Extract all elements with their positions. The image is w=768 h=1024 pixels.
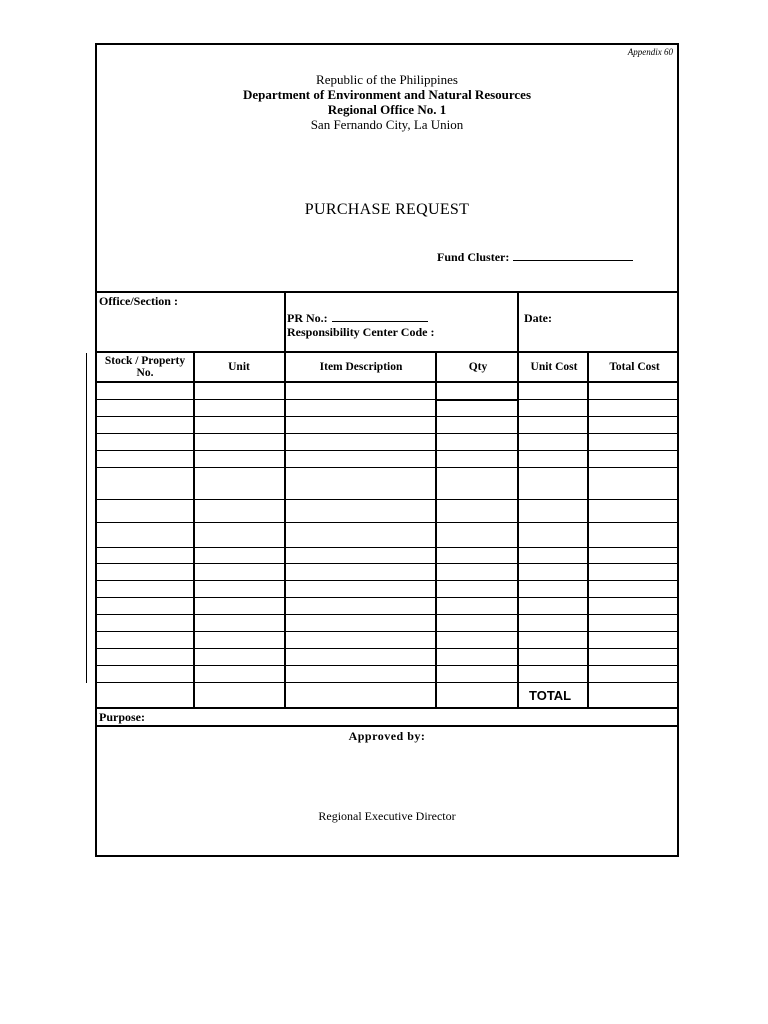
table-row-line bbox=[97, 450, 677, 451]
margin-mark bbox=[86, 353, 87, 683]
column-header-total-cost: Total Cost bbox=[609, 361, 660, 373]
column-header-unit: Unit bbox=[228, 361, 250, 373]
total-label: TOTAL bbox=[529, 688, 572, 703]
divider bbox=[284, 292, 286, 352]
divider bbox=[284, 352, 286, 708]
table-row-line bbox=[97, 648, 677, 649]
pr-no-label: PR No.: bbox=[287, 311, 328, 325]
appendix-label: Appendix 60 bbox=[627, 47, 673, 57]
table-row-line bbox=[97, 416, 677, 417]
divider bbox=[517, 352, 519, 708]
divider bbox=[97, 381, 677, 383]
table-row-line bbox=[97, 580, 677, 581]
approved-by-label: Approved by: bbox=[348, 729, 426, 743]
purpose-label: Purpose: bbox=[99, 710, 145, 724]
fund-cluster-field[interactable] bbox=[437, 250, 633, 265]
divider bbox=[97, 291, 677, 293]
divider bbox=[517, 292, 519, 352]
city-label: San Fernando City, La Union bbox=[310, 117, 464, 132]
purchase-request-form bbox=[95, 43, 679, 857]
fund-cluster-label: Fund Cluster: bbox=[437, 250, 510, 264]
divider bbox=[436, 399, 518, 401]
table-row-line bbox=[97, 499, 677, 500]
table-row-line bbox=[97, 467, 677, 468]
signer-title: Regional Executive Director bbox=[318, 809, 456, 823]
table-row-line bbox=[97, 665, 677, 666]
divider bbox=[97, 707, 677, 709]
column-header-qty: Qty bbox=[468, 361, 488, 373]
responsibility-center-label: Responsibility Center Code : bbox=[287, 325, 435, 339]
table-row-line bbox=[97, 433, 677, 434]
column-header-description: Item Description bbox=[319, 361, 403, 373]
pr-no-line bbox=[332, 312, 428, 322]
table-row-line bbox=[97, 614, 677, 615]
fund-cluster-line bbox=[513, 250, 633, 261]
table-row-line bbox=[97, 631, 677, 632]
department-label: Department of Environment and Natural Resources bbox=[242, 87, 532, 102]
table-row-line bbox=[97, 682, 677, 683]
divider bbox=[435, 352, 437, 708]
divider bbox=[193, 352, 195, 708]
divider bbox=[587, 352, 589, 708]
table-row-line bbox=[97, 522, 677, 523]
pr-no-field[interactable] bbox=[287, 311, 428, 326]
column-header-stock: Stock / Property No. bbox=[104, 355, 186, 379]
form-title: PURCHASE REQUEST bbox=[304, 201, 470, 218]
table-row-line bbox=[97, 399, 677, 400]
table-row-line bbox=[97, 563, 677, 564]
office-section-label: Office/Section : bbox=[99, 294, 178, 308]
regional-office-label: Regional Office No. 1 bbox=[327, 102, 447, 117]
date-label: Date: bbox=[524, 311, 552, 325]
table-row-line bbox=[97, 597, 677, 598]
column-header-unit-cost: Unit Cost bbox=[530, 361, 578, 373]
table-row-line bbox=[97, 547, 677, 548]
republic-label: Republic of the Philippines bbox=[316, 72, 458, 87]
divider bbox=[97, 725, 677, 727]
